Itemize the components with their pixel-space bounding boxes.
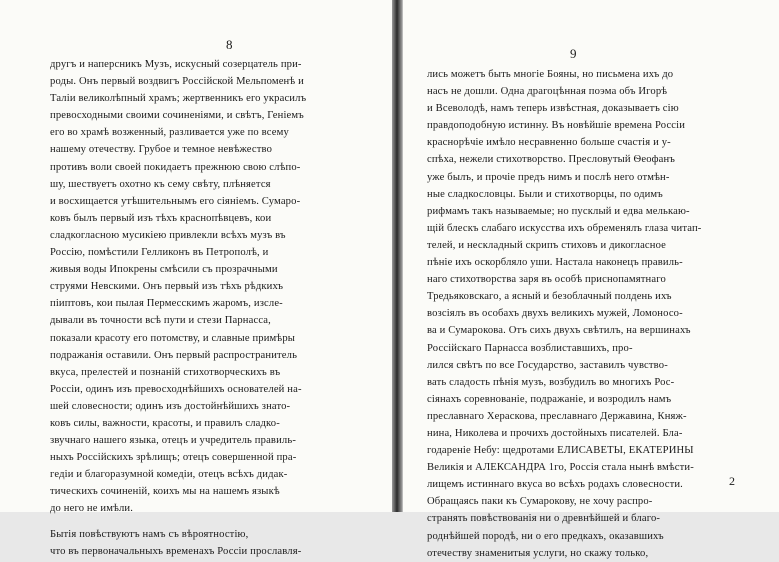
- text-line: струями Невскими. Онъ первый изъ тѣхъ рѣдкихъ: [50, 281, 284, 293]
- text-line: противъ воли своей покидаетъ прежнюю свою слѣпо-: [50, 161, 301, 173]
- text-line: краснорѣчіе имѣло несравненно больше счастія и у-: [427, 137, 671, 149]
- text-line: что въ первоначальныхъ временахъ Россіи прославля-: [50, 545, 302, 557]
- text-line: отечеству знаменитыя услуги, но скажу только,: [427, 547, 649, 559]
- text-line: Россію, помѣстили Гелликонъ въ Петрополѣ, и: [50, 247, 269, 259]
- text-line: [50, 518, 368, 526]
- text-line: возсіялъ въ особахъ двухъ великихъ мужей, Ломоносо-: [427, 308, 683, 320]
- right-page-text: [427, 66, 757, 562]
- text-line: вать сладость пѣнія музъ, возбудилъ во многихъ Рос-: [427, 376, 675, 388]
- text-line: роды. Онъ первый воздвигъ Россійской Мельпоменѣ и: [50, 76, 304, 88]
- text-line: телей, и нескладный скрипъ стиховъ и дикогласное: [427, 239, 667, 251]
- text-line: уже былъ, и прочіе предъ нимъ и послѣ него отмѣн-: [427, 171, 670, 183]
- text-line: ковъ былъ первый изъ тѣхъ краснопѣвцевъ, кои: [50, 212, 272, 224]
- text-line: правдоподобную истинну. Въ новѣйшіе времена Россіи: [427, 120, 686, 132]
- text-line: спѣха, нежели стихотворство. Пресловутый Ѳеофанъ: [427, 154, 675, 166]
- text-line: и Всеволодѣ, намъ теперь извѣстная, доказываетъ сію: [427, 103, 679, 115]
- text-line: Таліи великолѣпный храмъ; жертвенникъ его украсилъ: [50, 93, 307, 105]
- text-line: лищемъ истиннаго вкуса во всѣхъ родахъ словесности.: [427, 479, 683, 491]
- text-line: другъ и наперсникъ Музъ, искусный созерцатель при-: [50, 59, 302, 70]
- right-page: [402, 0, 779, 559]
- text-line: и восхищается утѣшительнымъ его сіяніемъ. Сумаро-: [50, 195, 301, 207]
- text-line: Россійскаго Парнасса возблиставшихъ, про-: [427, 342, 633, 354]
- text-line: шу, шествуетъ охотно къ сему свѣту, плѣняется: [50, 178, 271, 190]
- text-line: насъ не дошли. Одна драгоцѣнная поэма объ Игорѣ: [427, 86, 668, 98]
- text-line: подражанія оставили. Онъ первый распространитель: [50, 349, 298, 361]
- text-line: ковъ силы, важности, красоты, и правилъ сладко-: [50, 417, 280, 429]
- text-line: гедіи и благоразумной комедіи, отецъ всѣхъ дидак-: [50, 469, 288, 481]
- text-line: его во храмѣ возженный, разливается уже по всему: [50, 127, 289, 139]
- text-line: живыя воды Ипокрены смѣсили съ прозрачными: [50, 264, 278, 276]
- text-line: щій блескъ слабаго искусства ихъ обременялъ глаза читап-: [427, 222, 702, 234]
- text-line: вкуса, прелестей и познаній стихотворческихъ въ: [50, 366, 281, 378]
- book-gutter: [392, 0, 402, 512]
- left-page-number: 8: [226, 37, 233, 52]
- text-line: роднѣйшей породѣ, ни о его предкахъ, оказавшихъ: [427, 530, 664, 542]
- text-line: дывали въ точности всѣ пути и стези Парнасса,: [50, 315, 271, 327]
- right-page-number: 9: [570, 46, 577, 61]
- text-line: ныхъ Россійскихъ зрѣлищъ; отецъ совершенной пра-: [50, 452, 297, 464]
- text-line: Тредьяковскаго, а ясный и безоблачный полдень ихъ: [427, 291, 672, 303]
- text-line: ва и Сумарокова. Отъ сихъ двухъ свѣтилъ, на вершинахъ: [427, 325, 691, 337]
- text-line: Россіи, одинъ изъ превосходнѣйшихъ основателей на-: [50, 383, 302, 395]
- text-line: показали красоту его потомству, и славные примѣры: [50, 332, 296, 344]
- text-line: годареніе Небу: щедротами ЕЛИСАВЕТЫ, ЕКАТЕРИНЫ: [427, 445, 694, 457]
- text-line: странять повѣствованія ни о древнѣйшей и благо-: [427, 513, 661, 525]
- text-line: Великія и АЛЕКСАНДРА 1го, Россія стала нынѣ вмѣсти-: [427, 462, 694, 474]
- text-line: пѣніе ихъ оскорбляло уши. Настала наконецъ правиль-: [427, 257, 683, 269]
- signature-mark: 2: [729, 474, 735, 488]
- text-line: до него не имѣли.: [50, 503, 134, 515]
- text-line: тическихъ сочиненій, коихъ мы на нашемъ языкѣ: [50, 486, 280, 498]
- text-line: наго стихотворства заря въ особѣ приснопамятнаго: [427, 274, 666, 286]
- text-line: шей словесности; одинъ изъ достойнѣйшихъ знато-: [50, 400, 291, 412]
- text-line: лился свѣтъ по все Государство, заставилъ чувство-: [427, 359, 668, 371]
- text-line: Бытія повѣствуютъ намъ съ вѣроятностію,: [50, 528, 249, 540]
- text-line: сладкогласною мусикіею привлекли всѣхъ музъ въ: [50, 229, 286, 241]
- text-line: нашему отечеству. Грубое и темное невѣжество: [50, 144, 273, 156]
- text-line: сіянахъ соревнованіе, подражаніе, и возродилъ намъ: [427, 393, 672, 405]
- text-line: піиптовъ, кои пылая Пермесскимъ жаромъ, изсле-: [50, 298, 283, 310]
- text-line: ные сладкословцы. Были и стихотворцы, по одимъ: [427, 188, 663, 200]
- text-line: Обращаясь паки къ Сумарокову, не хочу распро-: [427, 496, 653, 508]
- text-line: рифмамъ такъ называемые; но пусклый и едва мелькаю-: [427, 205, 690, 217]
- text-line: преславнаго Хераскова, преславнаго Державина, Княж-: [427, 410, 687, 422]
- text-line: нина, Николева и прочихъ достойныхъ писателей. Бла-: [427, 427, 683, 439]
- text-line: звучнаго нашего языка, отецъ и учредитель правиль-: [50, 435, 296, 447]
- left-page-text: [50, 56, 368, 560]
- text-line: лись можетъ быть многіе Бояны, но письмена ихъ до: [427, 69, 674, 80]
- text-line: превосходными своими сочиненіями, и свѣтъ, Геніемъ: [50, 110, 304, 122]
